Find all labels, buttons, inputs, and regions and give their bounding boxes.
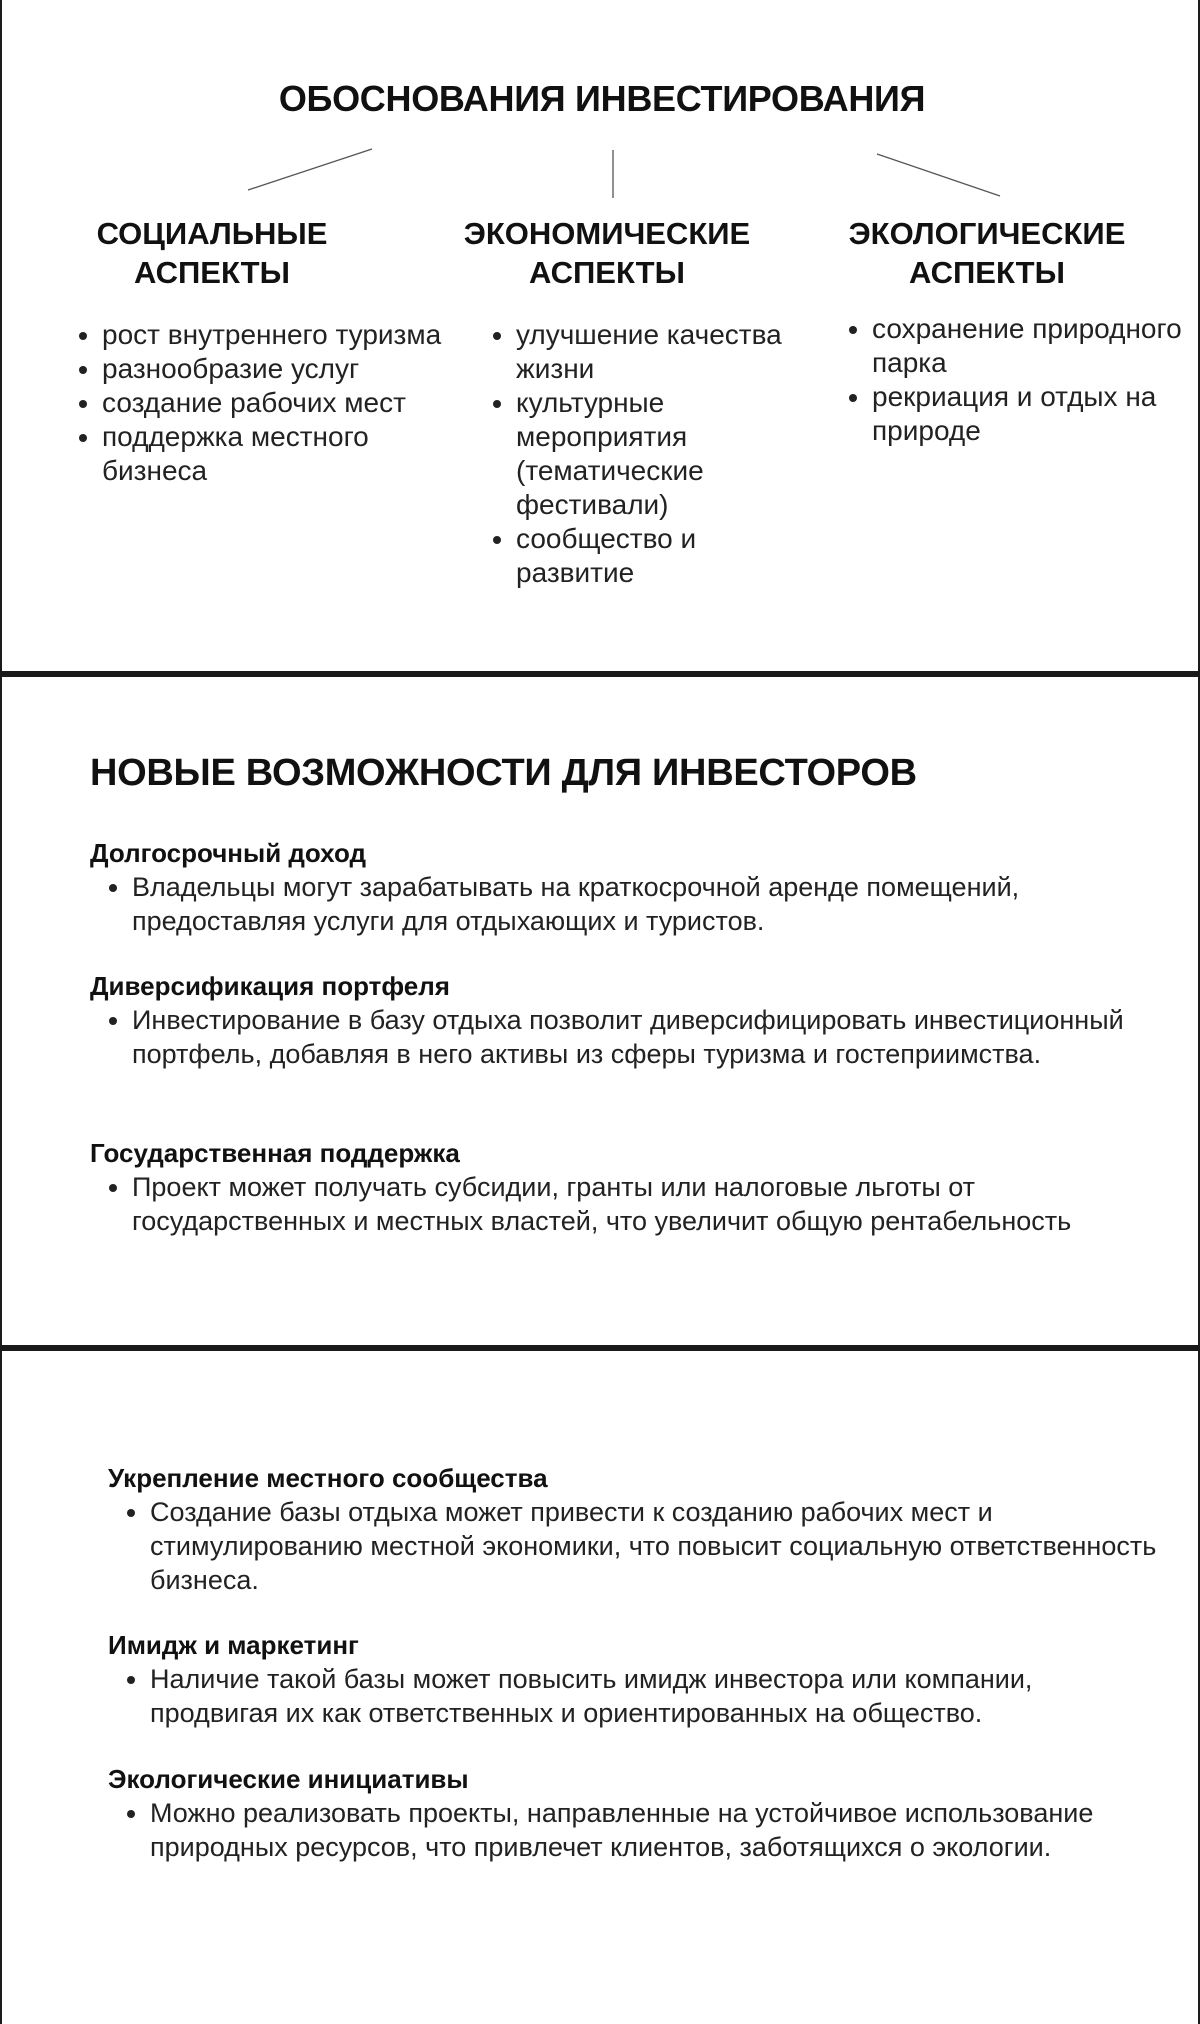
column-heading-social bbox=[62, 214, 362, 292]
slide-investor-opportunities-continued bbox=[0, 1351, 1200, 2024]
block-list bbox=[108, 1796, 1168, 1864]
ecological-aspects-list bbox=[842, 312, 1192, 448]
slide-investment-rationale bbox=[0, 0, 1200, 671]
block-list bbox=[90, 1003, 1150, 1071]
list-item: • сообщество и развитие bbox=[516, 522, 816, 590]
block-heading: Экологические инициативы bbox=[108, 1764, 469, 1794]
block-text: • Можно реализовать проекты, направленные на устойчивое использование природных ресурсов, что привлечет клиентов, заботящихся о экологии. bbox=[150, 1796, 1168, 1864]
heading-line: АСПЕКТЫ bbox=[529, 255, 685, 290]
slide-title: ОБОСНОВАНИЯ ИНВЕСТИРОВАНИЯ bbox=[278, 78, 926, 119]
block-text: • Наличие такой базы может повысить имидж инвестора или компании, продвигая их как ответственных и ориентированных на общество. bbox=[150, 1662, 1168, 1730]
block-list bbox=[90, 870, 1150, 938]
opportunity-block-state-support bbox=[90, 1136, 1150, 1238]
connector-line-left bbox=[248, 149, 372, 190]
block-heading: Имидж и маркетинг bbox=[108, 1630, 359, 1660]
opportunity-block-image-marketing bbox=[108, 1628, 1168, 1730]
opportunity-block-eco-initiatives bbox=[108, 1762, 1168, 1864]
column-heading-ecological bbox=[837, 214, 1137, 292]
column-heading-economic bbox=[457, 214, 757, 292]
heading-line: АСПЕКТЫ bbox=[134, 255, 290, 290]
list-item: • поддержка местного бизнеса bbox=[102, 420, 462, 488]
slide-investor-opportunities bbox=[0, 677, 1200, 1345]
slide-title: НОВЫЕ ВОЗМОЖНОСТИ ДЛЯ ИНВЕСТОРОВ bbox=[90, 752, 917, 794]
opportunity-block-long-term-income bbox=[90, 836, 1150, 938]
list-item: • создание рабочих мест bbox=[102, 386, 462, 420]
block-heading: Государственная поддержка bbox=[90, 1138, 460, 1168]
heading-line: АСПЕКТЫ bbox=[909, 255, 1065, 290]
list-item: • рекриация и отдых на природе bbox=[872, 380, 1192, 448]
block-list bbox=[90, 1170, 1150, 1238]
connector-line-right bbox=[877, 154, 1000, 196]
block-text: • Проект может получать субсидии, гранты или налоговые льготы от государственных и местных властей, что увеличит общую рентабельность bbox=[132, 1170, 1150, 1238]
heading-line: ЭКОНОМИЧЕСКИЕ bbox=[463, 216, 751, 251]
list-item: • культурные мероприятия (тематические фестивали) bbox=[516, 386, 816, 522]
list-item: • улучшение качества жизни bbox=[516, 318, 816, 386]
block-heading: Диверсификация портфеля bbox=[90, 971, 450, 1001]
block-list bbox=[108, 1495, 1168, 1597]
block-text: • Инвестирование в базу отдыха позволит диверсифицировать инвестиционный портфель, добавляя в него активы из сферы туризма и гостеприимства. bbox=[132, 1003, 1150, 1071]
list-item: • рост внутреннего туризма bbox=[102, 318, 462, 352]
heading-line: СОЦИАЛЬНЫЕ bbox=[96, 216, 328, 251]
block-text: • Создание базы отдыха может привести к созданию рабочих мест и стимулированию местной экономики, что повысит социальную ответственность бизнеса. bbox=[150, 1495, 1168, 1597]
block-heading: Укрепление местного сообщества bbox=[108, 1463, 548, 1493]
list-item: • сохранение природного парка bbox=[872, 312, 1192, 380]
heading-line: ЭКОЛОГИЧЕСКИЕ bbox=[848, 216, 1126, 251]
economic-aspects-list bbox=[486, 318, 816, 590]
block-heading: Долгосрочный доход bbox=[90, 838, 366, 868]
list-item: • разнообразие услуг bbox=[102, 352, 462, 386]
opportunity-block-diversification bbox=[90, 969, 1150, 1071]
block-text: • Владельцы могут зарабатывать на краткосрочной аренде помещений, предоставляя услуги для отдыхающих и туристов. bbox=[132, 870, 1150, 938]
opportunity-block-community bbox=[108, 1461, 1168, 1597]
block-list bbox=[108, 1662, 1168, 1730]
social-aspects-list bbox=[72, 318, 462, 488]
